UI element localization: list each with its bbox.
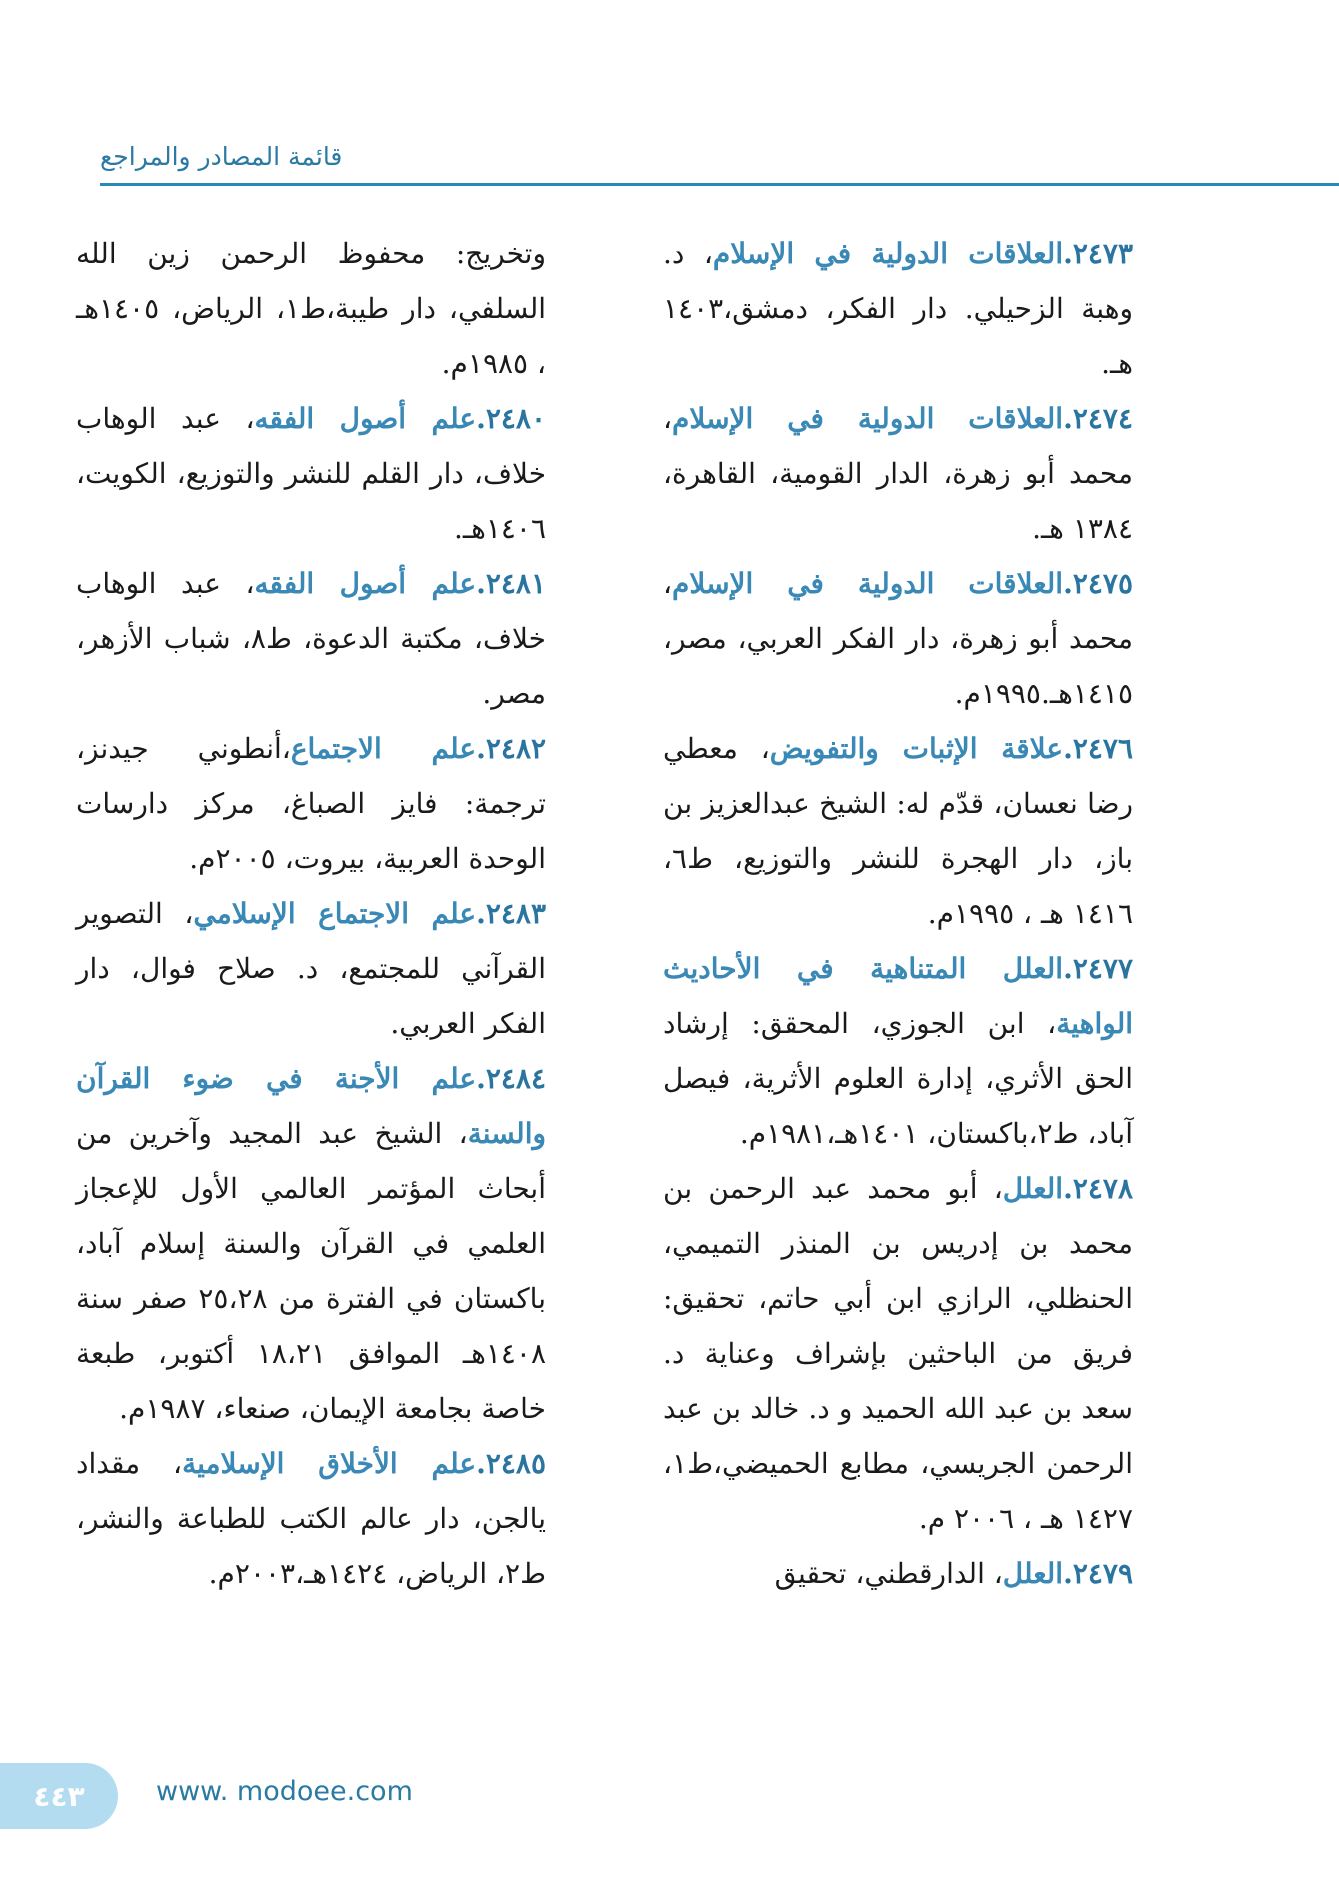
reference-entry: ٢٤٧٨.العلل، أبو محمد عبد الرحمن بن محمد بن إدريس بن المنذر التميمي، الحنظلي، الرازي ابن أبي حاتم، تحقيق: فريق من الباحثين بإشراف وعناية د. سعد بن عبد الله الحميد و د. خالد بن عبد الرحمن الجريسي، مطابع الحميضي،ط١، ١٤٢٧ هـ ، ٢٠٠٦ م.: [663, 1172, 1133, 1535]
entry-number: ٢٤٧٦: [1072, 732, 1133, 765]
entry-details: ، د. وهبة الزحيلي. دار الفكر، دمشق،١٤٠٣ هـ.: [663, 237, 1133, 380]
entry-number: ٢٤٨٤: [485, 1062, 546, 1095]
entry-title: علم أصول الفقه: [254, 402, 477, 435]
reference-entry: ٢٤٧٦.علاقة الإثبات والتفويض، معطي رضا نعسان، قدّم له: الشيخ عبدالعزيز بن باز، دار الهجرة للنشر والتوزيع، ط٦، ١٤١٦ هـ ، ١٩٩٥م.: [663, 732, 1133, 930]
entry-details: ، الدارقطني، تحقيق: [774, 1557, 1003, 1590]
reference-entry: ٢٤٧٩.العلل، الدارقطني، تحقيق: [774, 1557, 1133, 1590]
entry-details: ، ابن الجوزي، المحقق: إرشاد الحق الأثري، إدارة العلوم الأثرية، فيصل آباد، ط٢،باكستان، ١٤٠١هـ،١٩٨١م.: [663, 1007, 1133, 1150]
header-rule: [100, 183, 1339, 186]
entry-number: ٢٤٨٠: [485, 402, 546, 435]
entry-details: ، مقداد يالجن، دار عالم الكتب للطباعة والنشر، ط٢، الرياض، ١٤٢٤هـ،٢٠٠٣م.: [76, 1447, 546, 1590]
reference-entry: ٢٤٨٠.علم أصول الفقه، عبد الوهاب خلاف، دار القلم للنشر والتوزيع، الكويت، ١٤٠٦هـ.: [76, 402, 546, 545]
right-column: [663, 226, 1133, 1601]
reference-entry: ٢٤٨٣.علم الاجتماع الإسلامي، التصوير القرآني للمجتمع، د. صلاح فوال، دار الفكر العربي.: [76, 897, 546, 1040]
entry-details: ، محمد أبو زهرة، الدار القومية، القاهرة، ١٣٨٤ هـ.: [663, 402, 1133, 545]
page-number: ٤٤٣: [33, 1779, 85, 1813]
entry-details: ، عبد الوهاب خلاف، دار القلم للنشر والتوزيع، الكويت، ١٤٠٦هـ.: [76, 402, 546, 545]
left-column: [76, 226, 546, 1601]
entry-title: علم الاجتماع الإسلامي: [193, 897, 477, 930]
entry-number: ٢٤٧٧: [1072, 952, 1133, 985]
entry-number: ٢٤٧٤: [1072, 402, 1133, 435]
entry-details: ، محمد أبو زهرة، دار الفكر العربي، مصر، ١٤١٥هـ.١٩٩٥م.: [663, 567, 1133, 710]
entry-title: علم الأخلاق الإسلامية: [182, 1447, 477, 1480]
entry-title: العلاقات الدولية في الإسلام: [672, 567, 1064, 600]
entry-number: ٢٤٨١: [485, 567, 546, 600]
entry-number: ٢٤٨٢: [485, 732, 547, 765]
entry-details: وتخريج: محفوظ الرحمن زين الله السلفي، دار طيبة،ط١، الرياض، ١٤٠٥هـ ، ١٩٨٥م.: [76, 237, 546, 380]
entry-number: ٢٤٨٥: [485, 1447, 546, 1480]
entry-title: العلاقات الدولية في الإسلام: [712, 237, 1064, 270]
entry-title: علاقة الإثبات والتفويض: [769, 732, 1064, 765]
entry-title: العلاقات الدولية في الإسلام: [672, 402, 1064, 435]
reference-entry: ٢٤٧٥.العلاقات الدولية في الإسلام، محمد أبو زهرة، دار الفكر العربي، مصر، ١٤١٥هـ.١٩٩٥م.: [663, 567, 1133, 710]
running-header: قائمة المصادر والمراجع: [100, 142, 343, 171]
reference-entry: ٢٤٨٤.علم الأجنة في ضوء القرآن والسنة، الشيخ عبد المجيد وآخرين من أبحاث المؤتمر العالمي الأول للإعجاز العلمي في القرآن والسنة إسلام آباد، باكستان في الفترة من ٢٥،٢٨ صفر سنة ١٤٠٨هـ الموافق ١٨،٢١ أكتوبر، طبعة خاصة بجامعة الإيمان، صنعاء، ١٩٨٧م.: [76, 1062, 546, 1425]
entry-number: ٢٤٧٨: [1072, 1172, 1133, 1205]
reference-entry: ٢٤٧٤.العلاقات الدولية في الإسلام، محمد أبو زهرة، الدار القومية، القاهرة، ١٣٨٤ هـ.: [663, 402, 1133, 545]
entry-number: ٢٤٧٣: [1072, 237, 1133, 270]
entry-title: العلل: [1002, 1172, 1064, 1205]
reference-entry: ٢٤٨١.علم أصول الفقه، عبد الوهاب خلاف، مكتبة الدعوة، ط٨، شباب الأزهر، مصر.: [76, 567, 546, 710]
footer-url: www. modoee.com: [156, 1776, 413, 1807]
entry-details: ، التصوير القرآني للمجتمع، د. صلاح فوال، دار الفكر العربي.: [76, 897, 546, 1040]
entry-details: ، الشيخ عبد المجيد وآخرين من أبحاث المؤتمر العالمي الأول للإعجاز العلمي في القرآن والسنة إسلام آباد، باكستان في الفترة من ٢٥،٢٨ صفر سنة ١٤٠٨هـ الموافق ١٨،٢١ أكتوبر، طبعة خاصة بجامعة الإيمان، صنعاء، ١٩٨٧م.: [76, 1117, 546, 1425]
entry-title: العلل المتناهية في الأحاديث الواهية: [663, 952, 1133, 1040]
reference-entry: ٢٤٧٧.العلل المتناهية في الأحاديث الواهية، ابن الجوزي، المحقق: إرشاد الحق الأثري، إدارة العلوم الأثرية، فيصل آباد، ط٢،باكستان، ١٤٠١هـ،١٩٨١م.: [663, 952, 1133, 1150]
entry-details: ،أنطوني جيدنز، ترجمة: فايز الصباغ، مركز دارسات الوحدة العربية، بيروت، ٢٠٠٥م.: [76, 732, 546, 875]
entry-details: ، عبد الوهاب خلاف، مكتبة الدعوة، ط٨، شباب الأزهر، مصر.: [76, 567, 546, 710]
entry-title: علم الأجنة في ضوء القرآن والسنة: [76, 1062, 546, 1150]
entry-details: ، معطي رضا نعسان، قدّم له: الشيخ عبدالعزيز بن باز، دار الهجرة للنشر والتوزيع، ط٦، ١٤١٦ هـ ، ١٩٩٥م.: [663, 732, 1133, 930]
page-number-badge: [0, 1763, 118, 1829]
reference-entry-continued: [76, 226, 546, 391]
entry-number: ٢٤٨٣: [485, 897, 546, 930]
reference-entry: ٢٤٨٥.علم الأخلاق الإسلامية، مقداد يالجن، دار عالم الكتب للطباعة والنشر، ط٢، الرياض، ١٤٢٤هـ،٢٠٠٣م.: [76, 1447, 546, 1590]
entry-title: علم الاجتماع: [290, 732, 477, 765]
reference-entry: ٢٤٧٣.العلاقات الدولية في الإسلام، د. وهبة الزحيلي. دار الفكر، دمشق،١٤٠٣ هـ.: [663, 237, 1133, 380]
entry-details: ، أبو محمد عبد الرحمن بن محمد بن إدريس بن المنذر التميمي، الحنظلي، الرازي ابن أبي حاتم، تحقيق: فريق من الباحثين بإشراف وعناية د. سعد بن عبد الله الحميد و د. خالد بن عبد الرحمن الجريسي، مطابع الحميضي،ط١، ١٤٢٧ هـ ، ٢٠٠٦ م.: [663, 1172, 1133, 1535]
entry-title: علم أصول الفقه: [254, 567, 477, 600]
reference-entry: ٢٤٨٢.علم الاجتماع،أنطوني جيدنز، ترجمة: فايز الصباغ، مركز دارسات الوحدة العربية، بيروت، ٢٠٠٥م.: [76, 732, 547, 875]
entry-number: ٢٤٧٥: [1072, 567, 1133, 600]
entry-number: ٢٤٧٩: [1072, 1557, 1133, 1590]
entry-title: العلل: [1002, 1557, 1064, 1590]
